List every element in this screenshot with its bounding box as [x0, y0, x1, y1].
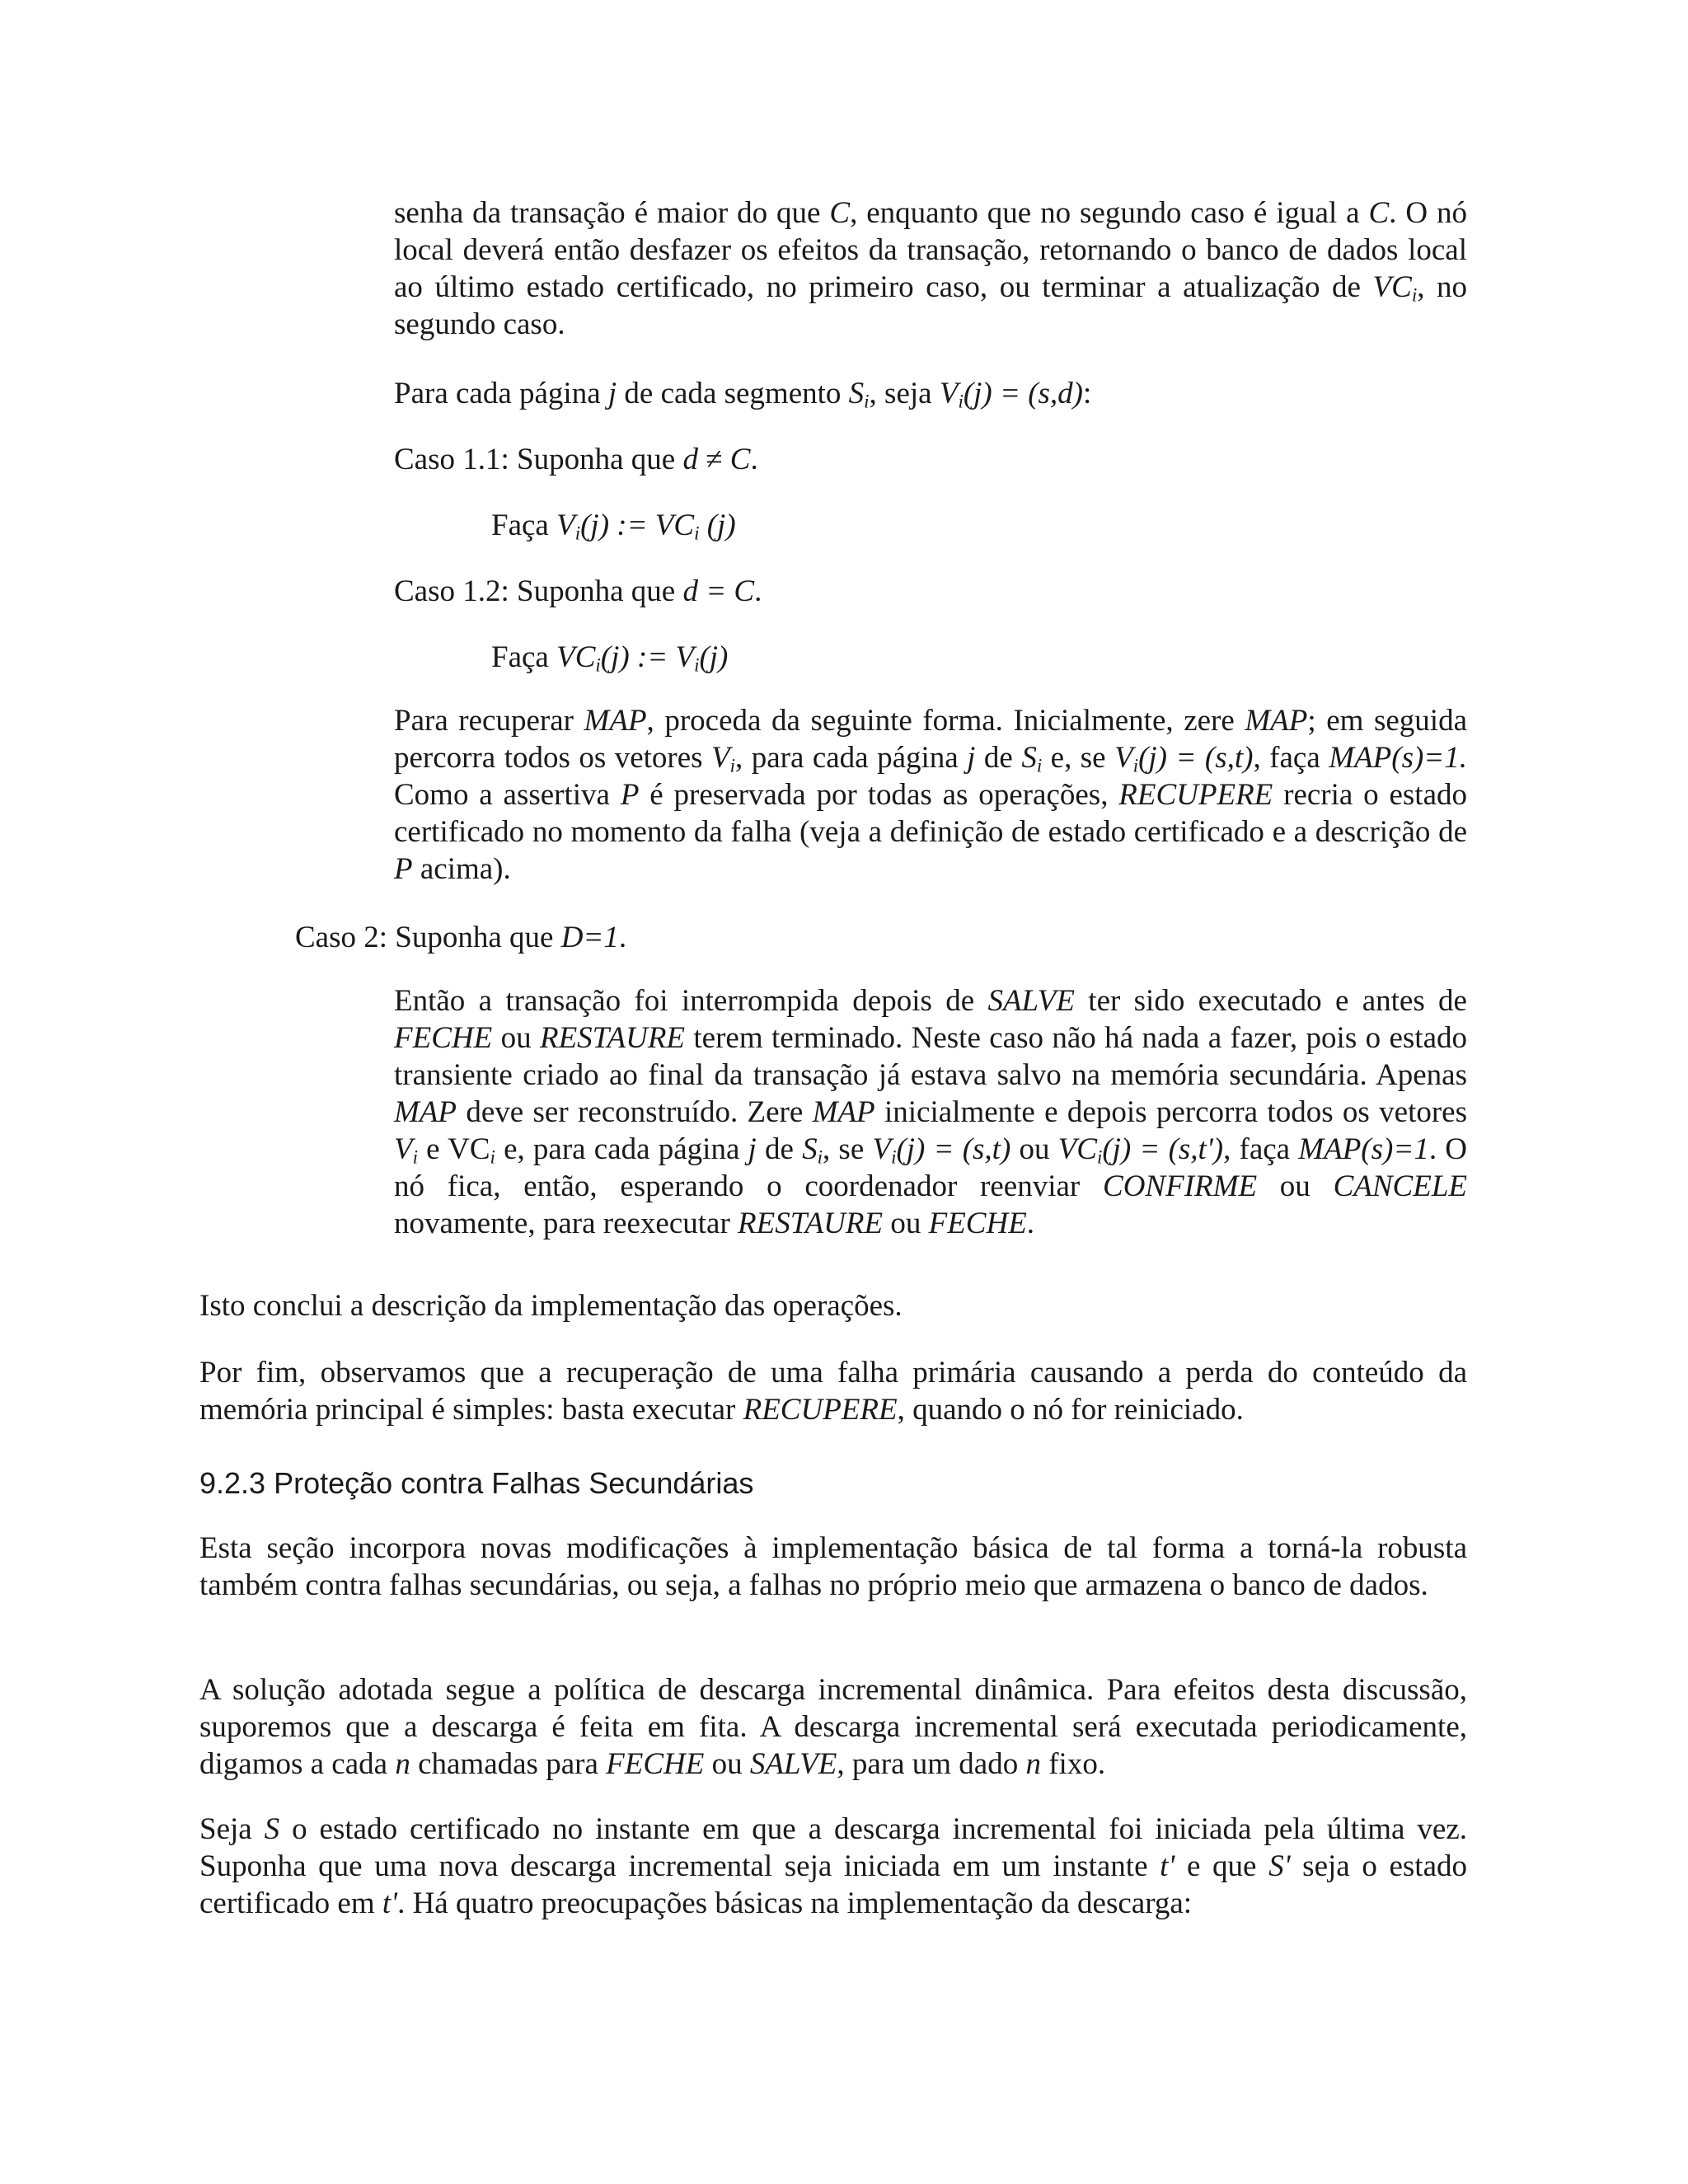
- caso-1-2: Caso 1.2: Suponha que d = C.: [394, 574, 762, 608]
- paragraph-por-fim: Por fim, observamos que a recuperação de uma falha primária causando a perda do conteúdo da memória principal é simples: basta executar RECUPERE, quando o nó for reiniciado.: [199, 1356, 1467, 1427]
- section-heading: 9.2.3 Proteção contra Falhas Secundárias: [199, 1466, 754, 1500]
- caso-2: Caso 2: Suponha que D=1.: [295, 921, 627, 954]
- paragraph-entao-transacao: Então a transação foi interrompida depois de SALVE ter sido executado e antes de FECHE ou RESTAURE terem terminado. Neste caso não há nada a fazer, pois o estado transiente criado ao final da transação já estava salvo na memória secundária. Apenas MAP deve ser reconstruído. Zere MAP inicialmente e depois percorra todos os vetores $V_i$ e $VC_i$ e, para cada página j de $S_i$, se $V_i(j) = (s,t)$ ou $VC_i(j) = (s,t')$, faça MAP(s)=1. O nó fica, então, esperando o coordenador reenviar CONFIRME ou CANCELE novamente, para reexecutar RESTAURE ou FECHE.: [394, 984, 1468, 1240]
- paragraph-seja-s: Seja S o estado certificado no instante em que a descarga incremental foi iniciada pela última vez. Suponha que uma nova descarga incremental seja iniciada em um instante t' e que S' seja o estado certificado em t'. Há quatro preocupações básicas na implementação da descarga:: [199, 1812, 1467, 1920]
- paragraph-recuperar-map: Para recuperar MAP, proceda da seguinte forma. Inicialmente, zere MAP; em seguida percorra todos os vetores $V_i$, para cada página j de $S_i$ e, se $V_i(j) = (s,t)$, faça MAP(s)=1. Como a assertiva P é preservada por todas as operações, RECUPERE recria o estado certificado no momento da falha (veja a definição de estado certificado e a descrição de P acima).: [394, 704, 1468, 886]
- paragraph-senha: senha da transação é maior do que C, enquanto que no segundo caso é igual a C. O nó local deverá então desfazer os efeitos da transação, retornando o banco de dados local ao último estado certificado, no primeiro caso, ou terminar a atualização de $VC_i$, no segundo caso.: [394, 196, 1468, 341]
- faca-1: Faça $V_i(j)$ := $VC_i$ (j): [491, 509, 736, 544]
- faca-2: Faça $VC_i(j)$ := $V_i(j)$: [491, 640, 729, 676]
- caso-1-1: Caso 1.1: Suponha que d ≠ C.: [394, 443, 758, 476]
- paragraph-esta-secao: Esta seção incorpora novas modificações à implementação básica de tal forma a torná-la robusta também contra falhas secundárias, ou seja, a falhas no próprio meio que armazena o banco de dados.: [199, 1531, 1467, 1602]
- paragraph-solucao-adotada: A solução adotada segue a política de descarga incremental dinâmica. Para efeitos desta discussão, suporemos que a descarga é feita em fita. A descarga incremental será executada periodicamente, digamos a cada n chamadas para FECHE ou SALVE, para um dado n fixo.: [199, 1673, 1467, 1781]
- paragraph-para-cada-pagina: Para cada página j de cada segmento $S_i$, seja $V_i(j) = (s,d)$:: [394, 377, 1092, 412]
- paragraph-isto-conclui: Isto conclui a descrição da implementação das operações.: [199, 1289, 903, 1323]
